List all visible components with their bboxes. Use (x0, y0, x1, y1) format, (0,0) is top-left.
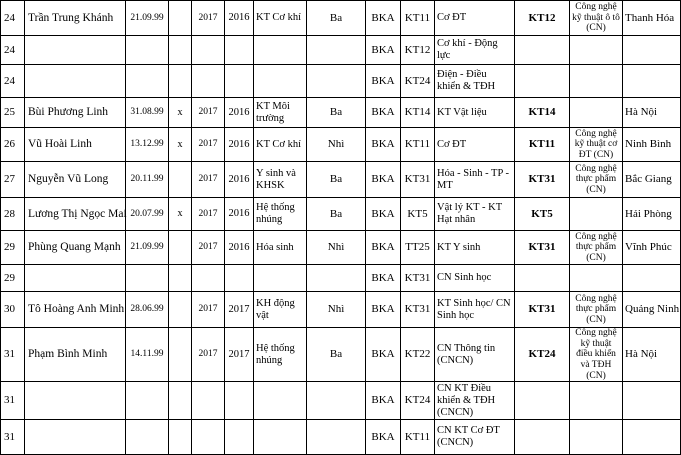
year-cell: 2016 (225, 231, 254, 265)
award-subject (254, 382, 307, 420)
row-number: 24 (1, 65, 25, 98)
province (623, 420, 681, 455)
student-name: Lương Thị Ngọc Mai (25, 198, 126, 231)
admitted-code (515, 420, 570, 455)
table-row (1, 162, 681, 198)
year-cell (192, 420, 225, 455)
row-number: 31 (1, 328, 25, 382)
school-code: BKA (366, 128, 401, 162)
province: Bắc Giang (623, 162, 681, 198)
year-cell: 2017 (192, 162, 225, 198)
award-subject: KT Cơ khí (254, 1, 307, 36)
student-name: Vũ Hoài Linh (25, 128, 126, 162)
program-name: KT Sinh học/ CN Sinh học (435, 292, 515, 328)
year-cell: 2017 (192, 231, 225, 265)
program-code: KT11 (401, 128, 435, 162)
school-code: BKA (366, 265, 401, 292)
student-name: Bùi Phương Linh (25, 98, 126, 128)
award-rank: Nhì (307, 231, 366, 265)
school-code: BKA (366, 36, 401, 65)
year-cell: 2017 (225, 328, 254, 382)
award-subject: Y sinh và KHSK (254, 162, 307, 198)
award-rank (307, 420, 366, 455)
table-row (1, 420, 681, 455)
program-code: KT24 (401, 382, 435, 420)
school-code: BKA (366, 198, 401, 231)
row-number: 29 (1, 231, 25, 265)
year-cell: 2016 (225, 128, 254, 162)
birth-date: 13.12.99 (126, 128, 169, 162)
table-row (1, 328, 681, 382)
admitted-program: Công nghệ kỹ thuật điều khiển và TĐH (CN) (570, 328, 623, 382)
province: Hà Nội (623, 98, 681, 128)
student-name (25, 36, 126, 65)
school-code: BKA (366, 292, 401, 328)
award-rank: Nhì (307, 128, 366, 162)
birth-date: 28.06.99 (126, 292, 169, 328)
program-name: Điện - Điều khiển & TĐH (435, 65, 515, 98)
year-cell: 2016 (225, 162, 254, 198)
table-row (1, 65, 681, 98)
program-code: KT11 (401, 420, 435, 455)
year-cell: 2017 (192, 1, 225, 36)
row-number: 25 (1, 98, 25, 128)
mark-cell (169, 162, 192, 198)
award-rank: Ba (307, 98, 366, 128)
admitted-code: KT31 (515, 292, 570, 328)
row-number: 27 (1, 162, 25, 198)
program-name: Cơ khí - Động lực (435, 36, 515, 65)
table-row (1, 382, 681, 420)
program-name: CN Thông tin (CNCN) (435, 328, 515, 382)
award-subject (254, 36, 307, 65)
award-rank (307, 36, 366, 65)
program-code: KT31 (401, 265, 435, 292)
year-cell: 2016 (225, 98, 254, 128)
program-code: KT12 (401, 36, 435, 65)
year-cell: 2017 (192, 128, 225, 162)
admitted-program (570, 98, 623, 128)
admitted-code: KT31 (515, 231, 570, 265)
birth-date: 21.09.99 (126, 1, 169, 36)
school-code: BKA (366, 382, 401, 420)
award-subject: KT Môi trường (254, 98, 307, 128)
birth-date (126, 382, 169, 420)
year-cell (192, 36, 225, 65)
school-code: BKA (366, 98, 401, 128)
award-rank (307, 65, 366, 98)
year-cell (192, 65, 225, 98)
province (623, 265, 681, 292)
admitted-code (515, 265, 570, 292)
student-name (25, 265, 126, 292)
row-number: 31 (1, 382, 25, 420)
year-cell (192, 382, 225, 420)
award-subject (254, 65, 307, 98)
program-code: KT11 (401, 1, 435, 36)
birth-date (126, 265, 169, 292)
program-code: KT14 (401, 98, 435, 128)
table-row (1, 1, 681, 36)
admitted-program (570, 382, 623, 420)
award-rank: Ba (307, 162, 366, 198)
province: Hải Phòng (623, 198, 681, 231)
program-name: KT Vật liệu (435, 98, 515, 128)
birth-date (126, 65, 169, 98)
year-cell (225, 382, 254, 420)
province: Hà Nội (623, 328, 681, 382)
student-name: Nguyễn Vũ Long (25, 162, 126, 198)
award-subject: KT Cơ khí (254, 128, 307, 162)
row-number: 31 (1, 420, 25, 455)
row-number: 26 (1, 128, 25, 162)
year-cell (192, 265, 225, 292)
student-name: Phùng Quang Mạnh (25, 231, 126, 265)
award-subject (254, 420, 307, 455)
admitted-code (515, 382, 570, 420)
row-number: 29 (1, 265, 25, 292)
student-name (25, 65, 126, 98)
program-code: KT31 (401, 162, 435, 198)
program-name: KT Y sinh (435, 231, 515, 265)
program-name: Vật lý KT - KT Hạt nhân (435, 198, 515, 231)
row-number: 24 (1, 36, 25, 65)
award-rank (307, 265, 366, 292)
school-code: BKA (366, 420, 401, 455)
program-code: KT22 (401, 328, 435, 382)
table-row (1, 231, 681, 265)
program-name: Cơ ĐT (435, 1, 515, 36)
mark-cell (169, 231, 192, 265)
year-cell (225, 36, 254, 65)
award-subject (254, 265, 307, 292)
year-cell: 2017 (192, 98, 225, 128)
program-code: KT24 (401, 65, 435, 98)
mark-cell: x (169, 198, 192, 231)
admitted-code: KT14 (515, 98, 570, 128)
school-code: BKA (366, 328, 401, 382)
table-row (1, 128, 681, 162)
row-number: 24 (1, 1, 25, 36)
program-code: KT31 (401, 292, 435, 328)
year-cell: 2017 (192, 292, 225, 328)
admitted-code: KT24 (515, 328, 570, 382)
birth-date: 14.11.99 (126, 328, 169, 382)
birth-date: 21.09.99 (126, 231, 169, 265)
birth-date (126, 36, 169, 65)
year-cell (225, 65, 254, 98)
table-row (1, 98, 681, 128)
school-code: BKA (366, 65, 401, 98)
row-number: 30 (1, 292, 25, 328)
province: Thanh Hóa (623, 1, 681, 36)
mark-cell (169, 65, 192, 98)
birth-date (126, 420, 169, 455)
admitted-program: Công nghệ thực phẩm (CN) (570, 292, 623, 328)
mark-cell (169, 265, 192, 292)
award-rank (307, 382, 366, 420)
admitted-program: Công nghệ thực phẩm (CN) (570, 231, 623, 265)
award-subject: Hệ thống nhúng (254, 328, 307, 382)
student-name: Trần Trung Khánh (25, 1, 126, 36)
province (623, 65, 681, 98)
student-name: Phạm Bình Minh (25, 328, 126, 382)
year-cell: 2016 (225, 1, 254, 36)
school-code: BKA (366, 162, 401, 198)
award-rank: Ba (307, 198, 366, 231)
province: Vĩnh Phúc (623, 231, 681, 265)
table-row (1, 292, 681, 328)
award-subject: Hệ thống nhúng (254, 198, 307, 231)
mark-cell: x (169, 128, 192, 162)
program-name: Hóa - Sinh - TP - MT (435, 162, 515, 198)
admitted-program: Công nghệ kỹ thuật cơ ĐT (CN) (570, 128, 623, 162)
mark-cell: x (169, 98, 192, 128)
birth-date: 31.08.99 (126, 98, 169, 128)
birth-date: 20.07.99 (126, 198, 169, 231)
program-name: CN Sinh học (435, 265, 515, 292)
table-row (1, 36, 681, 65)
year-cell: 2016 (225, 198, 254, 231)
admitted-program (570, 65, 623, 98)
mark-cell (169, 1, 192, 36)
admitted-code: KT12 (515, 1, 570, 36)
admitted-code: KT11 (515, 128, 570, 162)
year-cell: 2017 (225, 292, 254, 328)
province (623, 382, 681, 420)
birth-date: 20.11.99 (126, 162, 169, 198)
year-cell (225, 420, 254, 455)
admitted-code: KT31 (515, 162, 570, 198)
award-rank: Ba (307, 1, 366, 36)
admitted-program (570, 36, 623, 65)
year-cell (225, 265, 254, 292)
program-code: TT25 (401, 231, 435, 265)
award-rank: Ba (307, 328, 366, 382)
row-number: 28 (1, 198, 25, 231)
mark-cell (169, 420, 192, 455)
mark-cell (169, 292, 192, 328)
admitted-program: Công nghệ thực phẩm (CN) (570, 162, 623, 198)
school-code: BKA (366, 231, 401, 265)
program-name: CN KT Cơ ĐT (CNCN) (435, 420, 515, 455)
award-rank: Nhì (307, 292, 366, 328)
mark-cell (169, 36, 192, 65)
mark-cell (169, 382, 192, 420)
admitted-code: KT5 (515, 198, 570, 231)
mark-cell (169, 328, 192, 382)
program-name: Cơ ĐT (435, 128, 515, 162)
admitted-code (515, 36, 570, 65)
admitted-program (570, 420, 623, 455)
award-subject: Hóa sinh (254, 231, 307, 265)
admitted-code (515, 65, 570, 98)
year-cell: 2017 (192, 328, 225, 382)
admitted-program (570, 198, 623, 231)
province (623, 36, 681, 65)
admitted-program (570, 265, 623, 292)
table-row (1, 198, 681, 231)
table-row (1, 265, 681, 292)
student-name (25, 382, 126, 420)
province: Ninh Bình (623, 128, 681, 162)
school-code: BKA (366, 1, 401, 36)
year-cell: 2017 (192, 198, 225, 231)
program-name: CN KT Điều khiển & TĐH (CNCN) (435, 382, 515, 420)
student-name (25, 420, 126, 455)
province: Quảng Ninh (623, 292, 681, 328)
award-subject: KH động vật (254, 292, 307, 328)
admitted-program: Công nghệ kỹ thuật ô tô (CN) (570, 1, 623, 36)
student-name: Tô Hoàng Anh Minh (25, 292, 126, 328)
program-code: KT5 (401, 198, 435, 231)
